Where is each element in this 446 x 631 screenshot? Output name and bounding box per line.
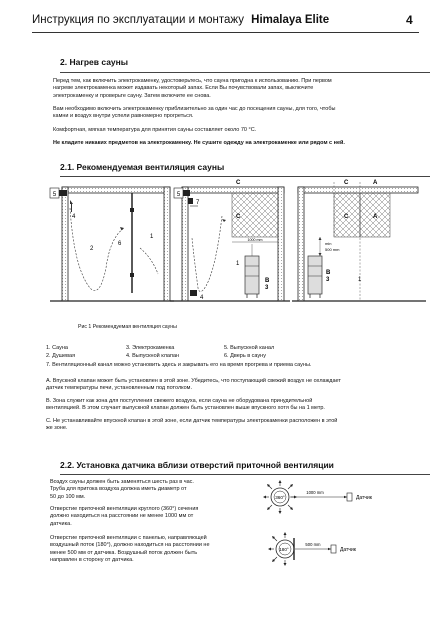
label-A-top: A — [373, 180, 378, 186]
text-line: воздушный поток (180°), должно находиться на расстоянии не — [50, 542, 210, 549]
legend-item: 4. Выпускной клапан — [126, 353, 180, 360]
vent-360-diagram — [263, 480, 373, 514]
label-6: 6 — [118, 241, 122, 247]
diagram-view-1 — [50, 187, 174, 301]
label-A-zone: A — [373, 214, 378, 220]
text-line: A. Впускной клапан может быть установлен в этой зоне. Убедитесь, что поступающий свежий воздух не охлаждает — [46, 378, 341, 384]
label-C-top-view3: C — [344, 180, 349, 186]
sensor-label-1: Датчик — [356, 495, 372, 501]
label-B-view3: B — [326, 270, 331, 276]
note-C — [46, 418, 337, 433]
label-4: 4 — [72, 214, 76, 220]
diagram-view-2 — [170, 180, 290, 301]
label-1-view3: 1 — [358, 277, 362, 283]
section-2-paragraph-1 — [53, 78, 332, 100]
label-1-view2: 1 — [236, 261, 240, 267]
section-2-paragraph-3: Комфортная, мягкая температура для принятия сауны составляет около 70 °C. — [53, 127, 257, 133]
legend-row — [46, 352, 426, 360]
page-number: 4 — [406, 13, 413, 27]
section-2-2-heading: 2.2. Установка датчика вблизи отверстий приточной вентиляции — [60, 460, 334, 470]
header-divider — [32, 32, 419, 33]
label-5: 5 — [52, 192, 57, 198]
text-line: вентиляцией. В этом случает выпускной клапан должен быть установлен выше впускного хотя бы на 1 метр. — [46, 405, 325, 412]
label-5-view2: 5 — [176, 192, 181, 198]
section-2-divider — [60, 72, 430, 73]
text-line: 50 до 100 мм. — [50, 493, 86, 500]
note-B — [46, 398, 325, 413]
legend-item: 2. Душевая — [46, 353, 76, 360]
text-line: датчика. — [50, 520, 72, 527]
legend-item: 6. Дверь в сауну — [224, 353, 266, 360]
legend-table — [46, 344, 426, 369]
label-7: 7 — [196, 200, 200, 206]
figure-caption: Рис 1 Рекомендуемая вентиляция сауны — [78, 324, 177, 330]
section-2-paragraph-2 — [53, 106, 335, 121]
section-2-warning: Не кладите никаких предметов на электрокаменку. Не сушите одежду на электрокаменке или рядом с ней. — [53, 140, 345, 146]
section-2-1-heading: 2.1. Рекомендуемая вентиляция сауны — [60, 162, 225, 172]
label-4-view2: 4 — [200, 295, 204, 301]
label-2: 2 — [90, 246, 94, 252]
dim-min-label: min — [325, 241, 332, 246]
section-2-2-paragraph-1 — [50, 479, 194, 501]
text-line: Перед тем, как включить электрокаменку, удостоверьтесь, что сауна пригодна к использованию. При первом — [53, 78, 332, 84]
text-line: Вам необходимо включить электрокаменку приблизительно за один час до посещения сауны, для того, чтобы — [53, 106, 336, 112]
section-2-1-divider — [60, 176, 430, 177]
text-line: же зоне. — [46, 425, 68, 432]
angle-180-label: 180° — [279, 547, 289, 552]
document-header — [32, 14, 329, 26]
text-line: B. Зона служит как зона для поступления свежего воздуха, если сауна не оборудована принудительной — [46, 398, 313, 404]
text-line: должно находиться на расстоянии не менее 1000 мм от — [50, 513, 194, 520]
sensor-label-2: Датчик — [340, 547, 356, 553]
text-line: направлен в сторону от датчика. — [50, 557, 134, 564]
note-A — [46, 378, 341, 393]
label-C-zone: C — [236, 214, 241, 220]
text-line: Отверстие приточной вентиляции с панелью, направляющей — [50, 535, 207, 541]
legend-item: 1. Сауна — [46, 345, 68, 351]
angle-360-label: 360° — [275, 495, 285, 500]
label-3-view3: 3 — [326, 277, 330, 283]
text-line: Воздух сауны должен быть заменяться шесть раз в час. — [50, 479, 194, 485]
label-C-zone-view3: C — [344, 214, 349, 220]
ventilation-diagram — [40, 178, 430, 316]
dim-1000-label: 1000 mm — [247, 238, 263, 242]
section-2-2-divider — [60, 474, 430, 475]
text-line: Отверстие приточной вентиляции круглого (360°) сечения — [50, 506, 199, 512]
sensor-placement-diagram — [255, 476, 405, 572]
label-3-view2: 3 — [265, 285, 269, 291]
section-2-2-paragraph-3 — [50, 535, 210, 565]
product-name: Himalaya Elite — [251, 14, 330, 26]
legend-item: 3. Электрокаменка — [126, 345, 175, 351]
label-C-top: C — [236, 180, 241, 186]
vent-180-diagram — [268, 532, 357, 566]
text-line: электрокаменку и проверьте сауну. Затем включите ее снова. — [53, 92, 211, 99]
text-line: камни и воздух внутри успели равномерно прогреться. — [53, 113, 194, 120]
label-1: 1 — [150, 234, 154, 240]
distance-500-label: 500 mm — [305, 542, 321, 547]
dim-500-label: 500 mm — [325, 247, 340, 252]
text-line: C. Не устанавливайте впускной клапан в этой зоне, если датчик температуры электрокаменки расположен в этой — [46, 418, 338, 424]
label-B-view2: B — [265, 278, 270, 284]
diagram-view-3 — [292, 180, 426, 301]
legend-item: 5. Выпускной канал — [224, 345, 275, 351]
note-7: 7. Вентиляционный канал можно установить здесь и закрывать его на время прогрева и приема сауны. — [46, 361, 312, 368]
section-2-heading: 2. Нагрев сауны — [60, 57, 129, 67]
text-line: менее 500 мм от датчика. Воздушный поток должен быть — [50, 549, 198, 556]
text-line: Труба для притока воздуха должна иметь диаметр от — [50, 486, 187, 493]
section-2-2-paragraph-2 — [50, 506, 198, 528]
distance-1000-label: 1000 mm — [306, 490, 324, 495]
text-line: нагреве электрокаменка может издавать некоторый запах. Если Вы почувствовали запах, выключите — [53, 85, 314, 92]
header-title: Инструкция по эксплуатации и монтажу — [32, 14, 244, 26]
legend-row — [46, 344, 426, 352]
text-line: датчик температуры печи, установленным под потолком. — [46, 385, 192, 392]
